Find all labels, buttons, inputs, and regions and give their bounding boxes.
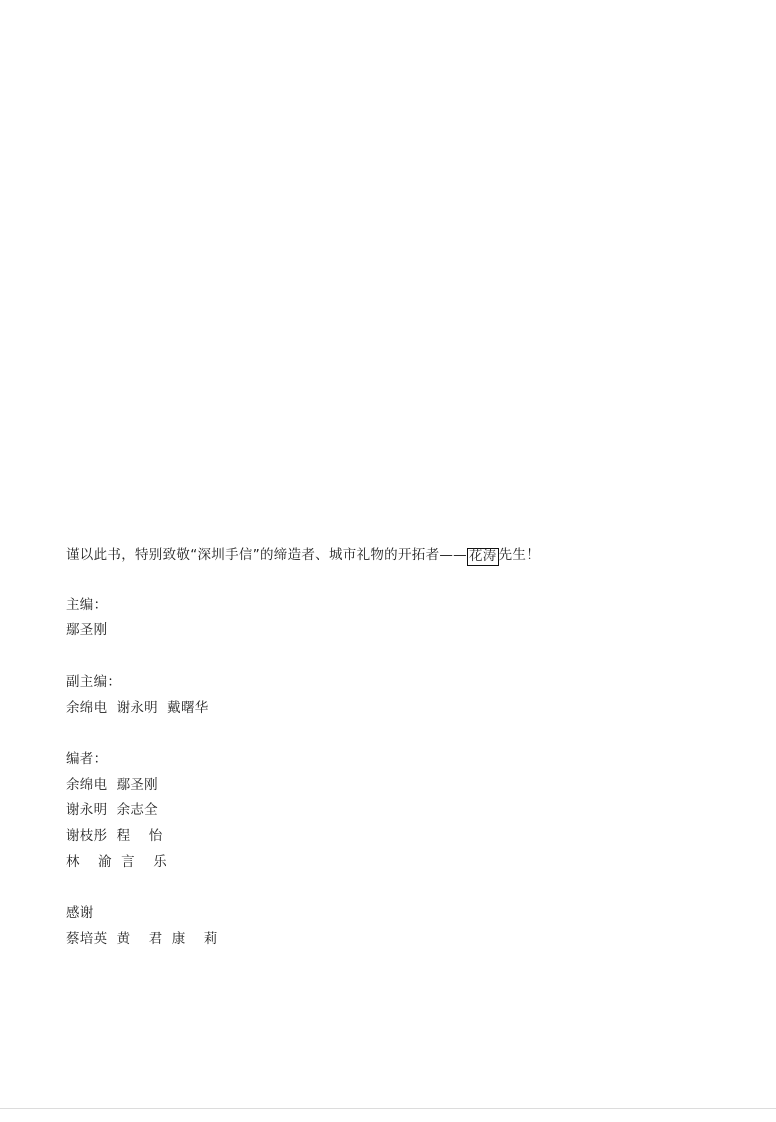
credits-section-deputy-editor bbox=[66, 670, 706, 721]
section-line: 余绵电 谢永明 戴曙华 bbox=[66, 699, 209, 716]
credits-section-chief-editor bbox=[66, 593, 706, 644]
section-line: 余绵电 鄢圣刚 bbox=[66, 776, 158, 793]
credits-section-editors bbox=[66, 747, 706, 875]
dedication-prefix-text: 谨以此书，特别致敬“深圳手信”的缔造者、城市礼物的开拓者—— bbox=[66, 547, 467, 563]
credits-section-acknowledgements bbox=[66, 901, 706, 952]
dedication-line bbox=[66, 545, 706, 567]
dedication-highlighted-name: 花涛 bbox=[469, 548, 497, 564]
section-line: 谢枝彤 程 怡 bbox=[66, 828, 163, 845]
page-content bbox=[66, 545, 706, 953]
section-line: 林 渝 言 乐 bbox=[66, 853, 168, 870]
section-heading: 编者： bbox=[66, 751, 108, 768]
section-line: 蔡培英 黄 君 康 莉 bbox=[66, 931, 218, 947]
section-heading: 副主编： bbox=[66, 673, 122, 690]
section-heading: 主编： bbox=[66, 596, 108, 613]
page-bottom-divider bbox=[0, 1108, 776, 1109]
section-heading: 感谢 bbox=[66, 905, 94, 922]
section-line: 鄢圣刚 bbox=[66, 622, 108, 639]
section-line: 谢永明 余志全 bbox=[66, 802, 158, 819]
dedication-suffix-text: 先生！ bbox=[498, 547, 541, 563]
